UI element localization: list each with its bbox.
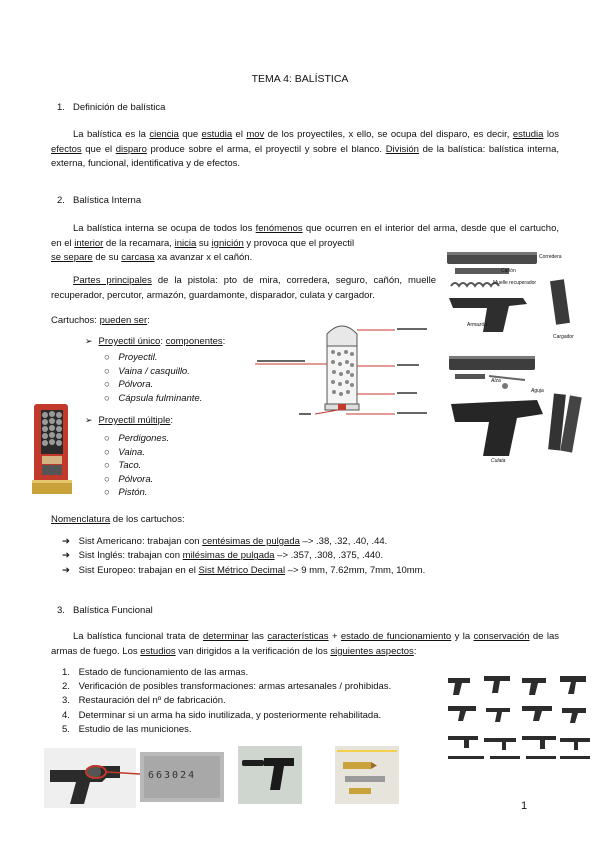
label-aguja: Aguja xyxy=(531,388,544,394)
aspects-list xyxy=(62,666,391,737)
proyectil-multiple-list xyxy=(104,432,169,500)
list-item: 3. Restauración del nº de fabricación. xyxy=(62,695,226,707)
proyectil-unico-bullet: ➢ Proyectil único: componentes: xyxy=(85,336,226,347)
list-item: ○ Pólvora. xyxy=(104,379,154,391)
label-alza: Alza xyxy=(491,378,501,384)
proyectil-multiple-bullet: ➢ Proyectil múltiple: xyxy=(85,415,173,426)
list-item: 2. Verificación de posibles transformaciones: armas artesanales / prohibidas. xyxy=(62,681,392,693)
section-1-heading: Definición de balística xyxy=(73,102,166,113)
label-culata: Culata xyxy=(491,458,506,464)
nomenclatura-line: Nomenclatura de los cartuchos: xyxy=(51,514,185,525)
list-item: ○ Cápsula fulminante. xyxy=(104,392,203,404)
pistol-parts-image xyxy=(445,246,585,346)
list-item: ○ Pólvora. xyxy=(104,473,154,485)
section-1-paragraph: La balística es la ciencia que estudia el mov de los proyectiles, x ello, se ocupa del disparo, es decir, estudia los efectos que el disparo produce sobre el arma, el proyectil y sobre el blanco. División de la balística: balística interna, externa, funcional, identificativa y de efectos. xyxy=(51,129,559,169)
list-item: 1. Estado de funcionamiento de las armas. xyxy=(62,667,249,678)
section-2-paragraph-1: La balística interna se ocupa de todos los fenómenos que ocurren en el interior del arma, desde que el cartucho, en el interior de la recamara, inicia su ignición y provoca que el proyectil se separe de su carcasa xa avanzar x el cañón. xyxy=(51,223,560,263)
section-3-paragraph: La balística funcional trata de determinar las características + estado de funcionamiento y la conservación de las armas de fuego. Los estudios van dirigidos a la verificación de los siguientes aspectos: xyxy=(51,631,559,657)
page-number: 1 xyxy=(521,800,528,812)
section-3-heading: Balística Funcional xyxy=(73,605,153,616)
list-item: ➔ Sist Inglés: trabajan con milésimas de pulgada –> .357, .308, .375, .440. xyxy=(62,550,384,562)
list-item: ○ Taco. xyxy=(104,460,142,472)
list-item: ➔ Sist Europeo: trabajan en el Sist Métrico Decimal –> 9 mm, 7.62mm, 7mm, 10mm. xyxy=(62,564,426,576)
weapons-grid-image xyxy=(444,668,594,768)
section-3-number: 3. xyxy=(57,605,65,616)
label-corredera: Corredera xyxy=(539,254,562,260)
ammunition-image xyxy=(335,746,399,804)
proyectil-unico-list xyxy=(104,351,202,405)
section-2-heading: Balística Interna xyxy=(73,195,142,206)
section-1-number: 1. xyxy=(57,102,65,113)
section-2-paragraph-2: Partes principales de la pistola: pto de mira, corredera, seguro, cañón, muelle recuperador, percutor, armazón, guardamonte, disparador, culata y cargador. xyxy=(51,275,436,301)
serial-number: 663024 xyxy=(148,770,197,781)
list-item: ➔ Sist Americano: trabajan con centésimas de pulgada –> .38, .32, .40, .44. xyxy=(62,536,388,547)
list-item: ○ Vaina. xyxy=(104,446,145,458)
revolver-serial-image xyxy=(44,748,224,808)
cartuchos-line: Cartuchos: pueden ser: xyxy=(51,315,150,326)
list-item: 4. Determinar si un arma ha sido inutilizada, y posteriormente rehabilitada. xyxy=(62,709,382,721)
list-item: ○ Proyectil. xyxy=(104,352,158,363)
section-2-number: 2. xyxy=(57,195,65,206)
silenced-pistol-image xyxy=(238,746,302,804)
list-item: ○ Pistón. xyxy=(104,487,148,499)
sistemas-list xyxy=(62,535,425,578)
list-item: 5. Estudio de las municiones. xyxy=(62,723,192,735)
label-canon: Cañón xyxy=(501,268,516,274)
shotgun-shell-image xyxy=(28,402,78,498)
label-cargador: Cargador xyxy=(553,334,574,340)
page-title: TEMA 4: BALÍSTICA xyxy=(251,73,349,85)
list-item: ○ Perdigones. xyxy=(104,433,170,444)
cartridge-diagram xyxy=(255,316,435,422)
label-muelle: Muelle recuperador xyxy=(493,280,537,286)
label-armazon: Armazón xyxy=(467,322,488,328)
pistol-exploded-image xyxy=(445,352,585,468)
list-item: ○ Vaina / casquillo. xyxy=(104,365,190,377)
